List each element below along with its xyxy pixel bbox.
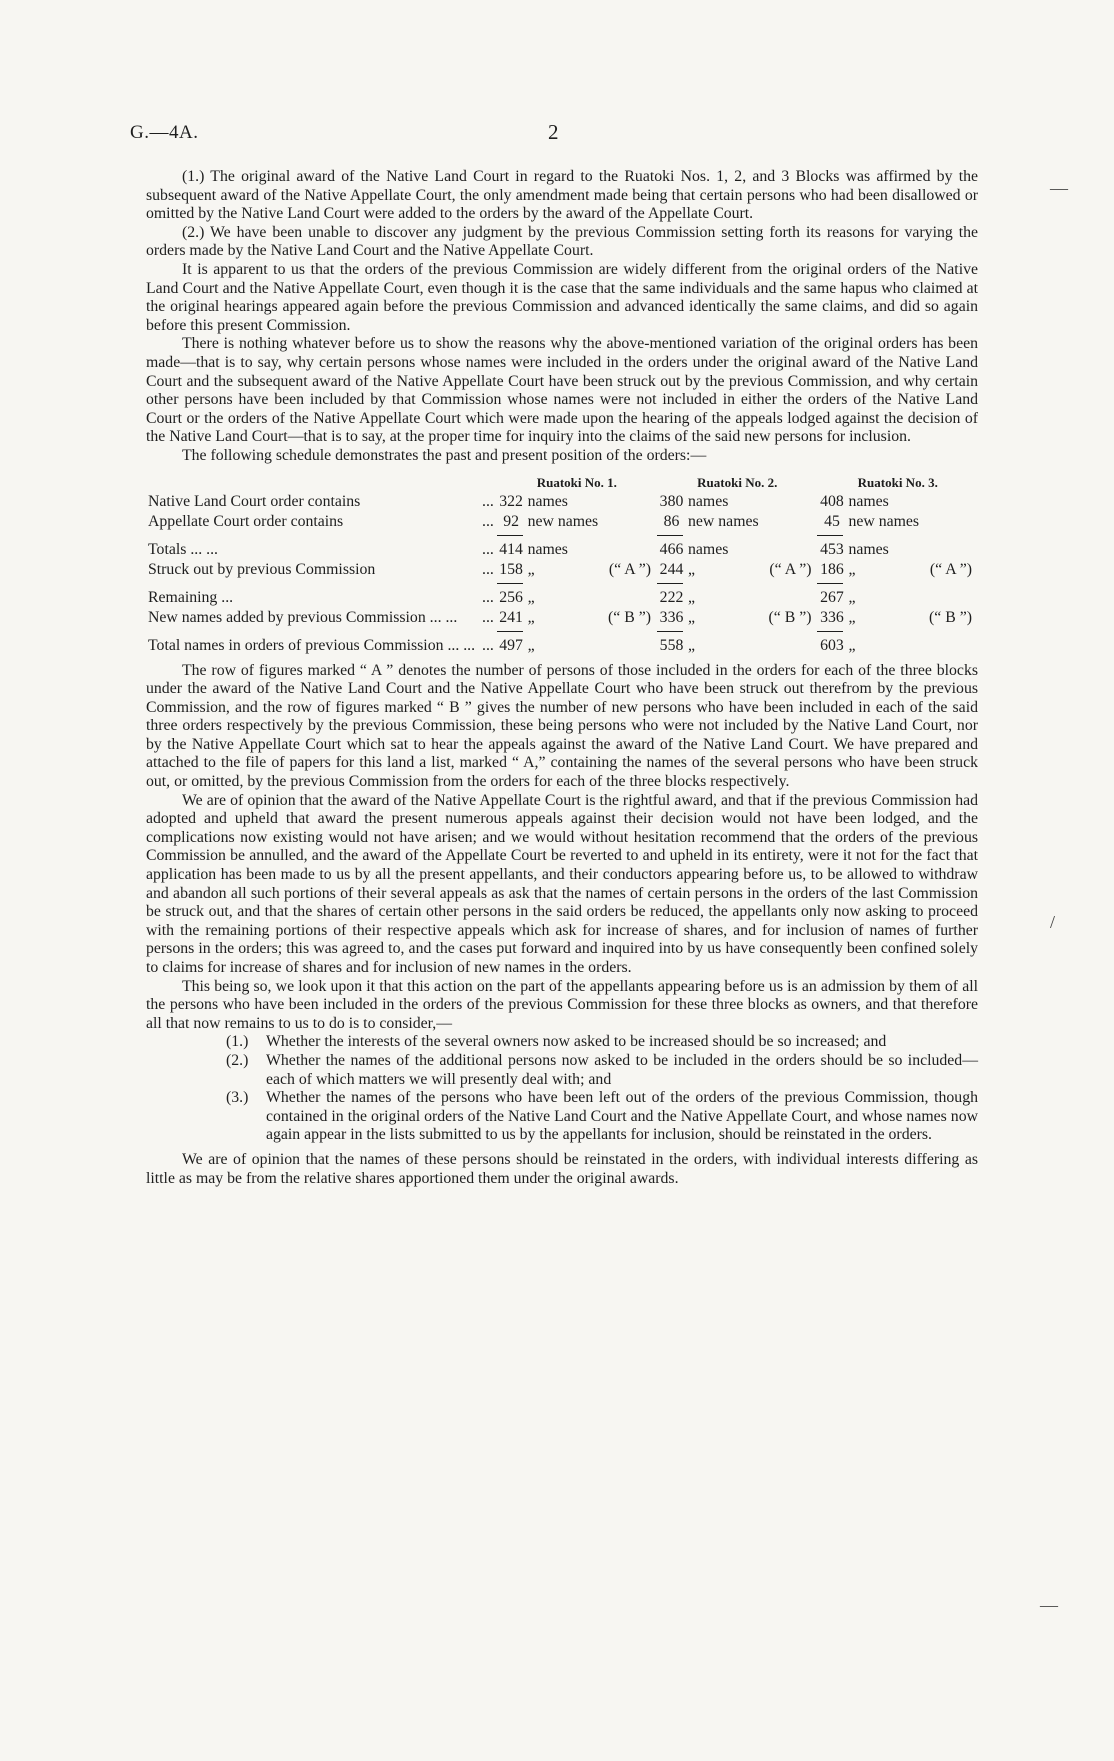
paragraph: The row of figures marked “ A ” denotes the number of persons of those included in the orders for each of the three blocks under the award of the Native Land Court and the Native Appellate Court who have been struck out therefrom by the previous Commission, and the row of figures marked “ B ” gives the number of new persons who have been included in each of the said three orders respectively by the previous Commission, these being persons who were not included by the Native Land Court, nor by the Native Appellate Court which sat to hear the appeals against the award of the Native Land Court. We have prepared and attached to the file of papers for this land a list, marked “ A,” containing the names of the several persons who have been struck out, or omitted, by the previous Commission from the orders for each of the three blocks respectively. (146, 661, 978, 791)
paragraph: It is apparent to us that the orders of the previous Commission are widely different from the original orders of the Native Land Court and the Native Appellate Court, even though it is the case that the same individuals and the same hapus who claimed at the original hearings appeared again before the previous Commission and advanced identically the same claims, and did so again before this present Commission. (146, 260, 978, 334)
schedule-table (146, 472, 978, 656)
margin-dash-mark: — (1050, 178, 1068, 198)
cell-marker (604, 540, 657, 560)
row-label: Appellate Court order contains (148, 512, 344, 530)
cell-value: 336 (659, 608, 684, 626)
cell-marker (764, 636, 817, 656)
cell-marker: (“ A ”) (608, 560, 652, 578)
cell-unit: „ (688, 636, 696, 654)
cell-unit: „ (688, 588, 696, 606)
list-item (226, 1089, 978, 1145)
cell-value: 414 (499, 540, 523, 558)
cell-unit: „ (527, 636, 535, 654)
rule-line (497, 535, 523, 536)
cell-unit: „ (527, 588, 535, 606)
rule-line (817, 535, 843, 536)
cell-marker (764, 492, 817, 512)
cell-unit: „ (688, 560, 696, 578)
cell-marker: (“ B ”) (929, 608, 972, 626)
cell-value: 322 (499, 492, 523, 510)
paragraph: We are of opinion that the award of the Native Appellate Court is the rightful award, and that if the previous Commission had adopted and upheld that award the present numerous appeals against their decision would not have been lodged, and the complications now existing would not have arisen; and we would without hesitation recommend that the orders of the previous Commission be annulled, and the award of the Appellate Court be reverted to and upheld in its entirety, were it not for the fact that application has been made to us by all the present appellants, and their conductors appearing before us, to be allowed to withdraw and abandon all such portions of their several appeals as ask that the names of certain persons in the orders of the last Commission be struck out, and that the shares of certain other persons in the said orders be reduced, the appellants only now asking to proceed with the remaining portions of their respective appeals which ask for increase of shares, and for inclusion of names of further persons in the orders; this was agreed to, and the cases put forward and inquired into by us have consequently been confined solely to claims for increase of shares and for inclusion of new names in the orders. (146, 791, 978, 976)
list-item-text: Whether the interests of the several owners now asked to be increased should be so increased; and (266, 1033, 887, 1051)
list-item (226, 1033, 978, 1052)
considerations-list (226, 1033, 978, 1145)
cell-value: 558 (659, 636, 684, 654)
cell-value: 380 (659, 492, 684, 510)
cell-value: 336 (820, 608, 844, 626)
list-item-text: Whether the names of the additional persons now asked to be included in the orders should be so included—each of which matters we will presently deal with; and (266, 1051, 978, 1088)
cell-value: 408 (820, 492, 844, 510)
page-number: 2 (548, 120, 559, 144)
cell-unit: „ (527, 560, 535, 578)
cell-value: 92 (503, 512, 519, 530)
paragraph: There is nothing whatever before us to show the reasons why the above-mentioned variation of the original orders has been made—that is to say, why certain persons whose names were included in the orders under the original award of the Native Land Court and the subsequent award of the Native Appellate Court have been struck out by the previous Commission, and why certain other persons have been included by that Commission whose names were not included in either the orders of the Native Land Court or the orders of the Native Appellate Court which were made upon the hearing of the appeals lodged against the decision of the Native Land Court—that is to say, at the proper time for inquiry into the claims of the said new persons for inclusion. (146, 335, 978, 446)
row-label: Total names in orders of previous Commission ... ... (148, 636, 476, 654)
rule-row (146, 580, 978, 588)
cell-unit: new names (527, 512, 599, 530)
cell-marker (925, 512, 978, 532)
row-dots: ... (482, 492, 494, 510)
row-label: Remaining ... (148, 588, 234, 606)
cell-marker (604, 588, 657, 608)
rule-line (497, 631, 523, 632)
rule-line (497, 583, 523, 584)
cell-marker: (“ A ”) (769, 560, 812, 578)
cell-value: 497 (499, 636, 523, 654)
list-item-text: Whether the names of the persons who have been left out of the orders of the previous Commission, though contained in the original orders of the Native Land Court and the Native Appellate Court, and whose names now again appear in the lists submitted to us by the appellants for inclusion, should be reinstated in the orders. (266, 1089, 978, 1144)
row-dots: ... (482, 588, 494, 606)
cell-unit: names (688, 492, 729, 510)
rule-line (657, 535, 683, 536)
list-item-number: (3.) (226, 1089, 249, 1107)
cell-unit: „ (848, 560, 856, 578)
row-label: Struck out by previous Commission (148, 560, 376, 578)
cell-unit: names (527, 540, 568, 558)
row-dots: ... (482, 608, 494, 626)
cell-marker: (“ A ”) (929, 560, 972, 578)
cell-marker (604, 492, 657, 512)
cell-unit: new names (688, 512, 759, 530)
cell-unit: „ (527, 608, 535, 626)
schedule-row (146, 636, 978, 656)
cell-value: 256 (499, 588, 523, 606)
cell-marker (764, 540, 817, 560)
rule-line (817, 583, 843, 584)
cell-value: 453 (820, 540, 844, 558)
rule-line (657, 631, 683, 632)
rule-line (817, 631, 843, 632)
cell-value: 466 (659, 540, 684, 558)
schedule-row (146, 560, 978, 580)
cell-unit: new names (848, 512, 920, 530)
margin-dash-mark: — (1040, 1595, 1058, 1615)
cell-marker (925, 636, 978, 656)
cell-marker (925, 588, 978, 608)
cell-value: 267 (820, 588, 844, 606)
cell-marker (764, 588, 817, 608)
rule-row (146, 628, 978, 636)
cell-unit: names (848, 540, 889, 558)
block-heading: Ruatoki No. 3. (857, 474, 938, 490)
schedule-row (146, 492, 978, 512)
row-dots: ... (482, 540, 494, 558)
cell-unit: „ (688, 608, 696, 626)
cell-marker (925, 540, 978, 560)
cell-marker (604, 636, 657, 656)
paragraph: This being so, we look upon it that this action on the part of the appellants appearing before us is an admission by them of all the persons who have been included in the orders of the previous Commission for these three blocks as owners, and that therefore all that now remains to us to do is to consider,— (146, 977, 978, 1032)
row-label: Native Land Court order contains (148, 492, 361, 510)
document-reference: G.—4A. (130, 122, 199, 143)
row-label: New names added by previous Commission ... ... (148, 608, 458, 626)
closing-paragraph: We are of opinion that the names of these persons should be reinstated in the orders, with individual interests differing as little as may be from the relative shares apportioned them under the original awards. (146, 1150, 978, 1187)
block-heading: Ruatoki No. 1. (536, 474, 617, 490)
schedule-row (146, 512, 978, 532)
rule-row (146, 532, 978, 540)
schedule-row (146, 588, 978, 608)
cell-unit: „ (848, 608, 856, 626)
cell-value: 86 (663, 512, 680, 530)
document-body (146, 168, 978, 1188)
row-dots: ... (482, 636, 494, 654)
cell-marker: (“ B ”) (768, 608, 812, 626)
cell-value: 45 (824, 512, 840, 530)
margin-slash-mark: / (1050, 912, 1056, 932)
rule-line (657, 583, 683, 584)
block-heading: Ruatoki No. 2. (697, 474, 778, 490)
cell-unit: names (848, 492, 889, 510)
cell-value: 222 (659, 588, 684, 606)
cell-value: 244 (659, 560, 684, 578)
cell-marker (925, 492, 978, 512)
paragraph: (1.) The original award of the Native Land Court in regard to the Ruatoki Nos. 1, 2, and 3 Blocks was affirmed by the subsequent award of the Native Appellate Court, the only amendment made being that certain persons who had been disallowed or omitted by the Native Land Court were added to the orders by the award of the Appellate Court. (146, 168, 978, 223)
cell-marker (604, 512, 657, 532)
schedule-row (146, 540, 978, 560)
schedule-row (146, 608, 978, 628)
cell-value: 186 (820, 560, 844, 578)
list-item-number: (1.) (226, 1033, 249, 1051)
paragraph: (2.) We have been unable to discover any judgment by the previous Commission setting forth its reasons for varying the orders made by the Native Land Court and the Native Appellate Court. (146, 223, 978, 260)
cell-value: 603 (820, 636, 844, 654)
row-label: Totals ... ... (148, 540, 218, 558)
cell-unit: „ (848, 588, 856, 606)
cell-marker (764, 512, 817, 532)
schedule-header-row (146, 472, 978, 492)
cell-value: 158 (499, 560, 523, 578)
list-item-number: (2.) (226, 1051, 249, 1069)
paragraph: The following schedule demonstrates the past and present position of the orders:— (182, 446, 707, 464)
cell-unit: names (688, 540, 729, 558)
cell-unit: „ (848, 636, 856, 654)
cell-unit: names (527, 492, 568, 510)
cell-marker: (“ B ”) (608, 608, 652, 626)
row-dots: ... (482, 512, 494, 530)
list-item (226, 1052, 978, 1089)
cell-value: 241 (499, 608, 523, 626)
row-dots: ... (482, 560, 494, 578)
